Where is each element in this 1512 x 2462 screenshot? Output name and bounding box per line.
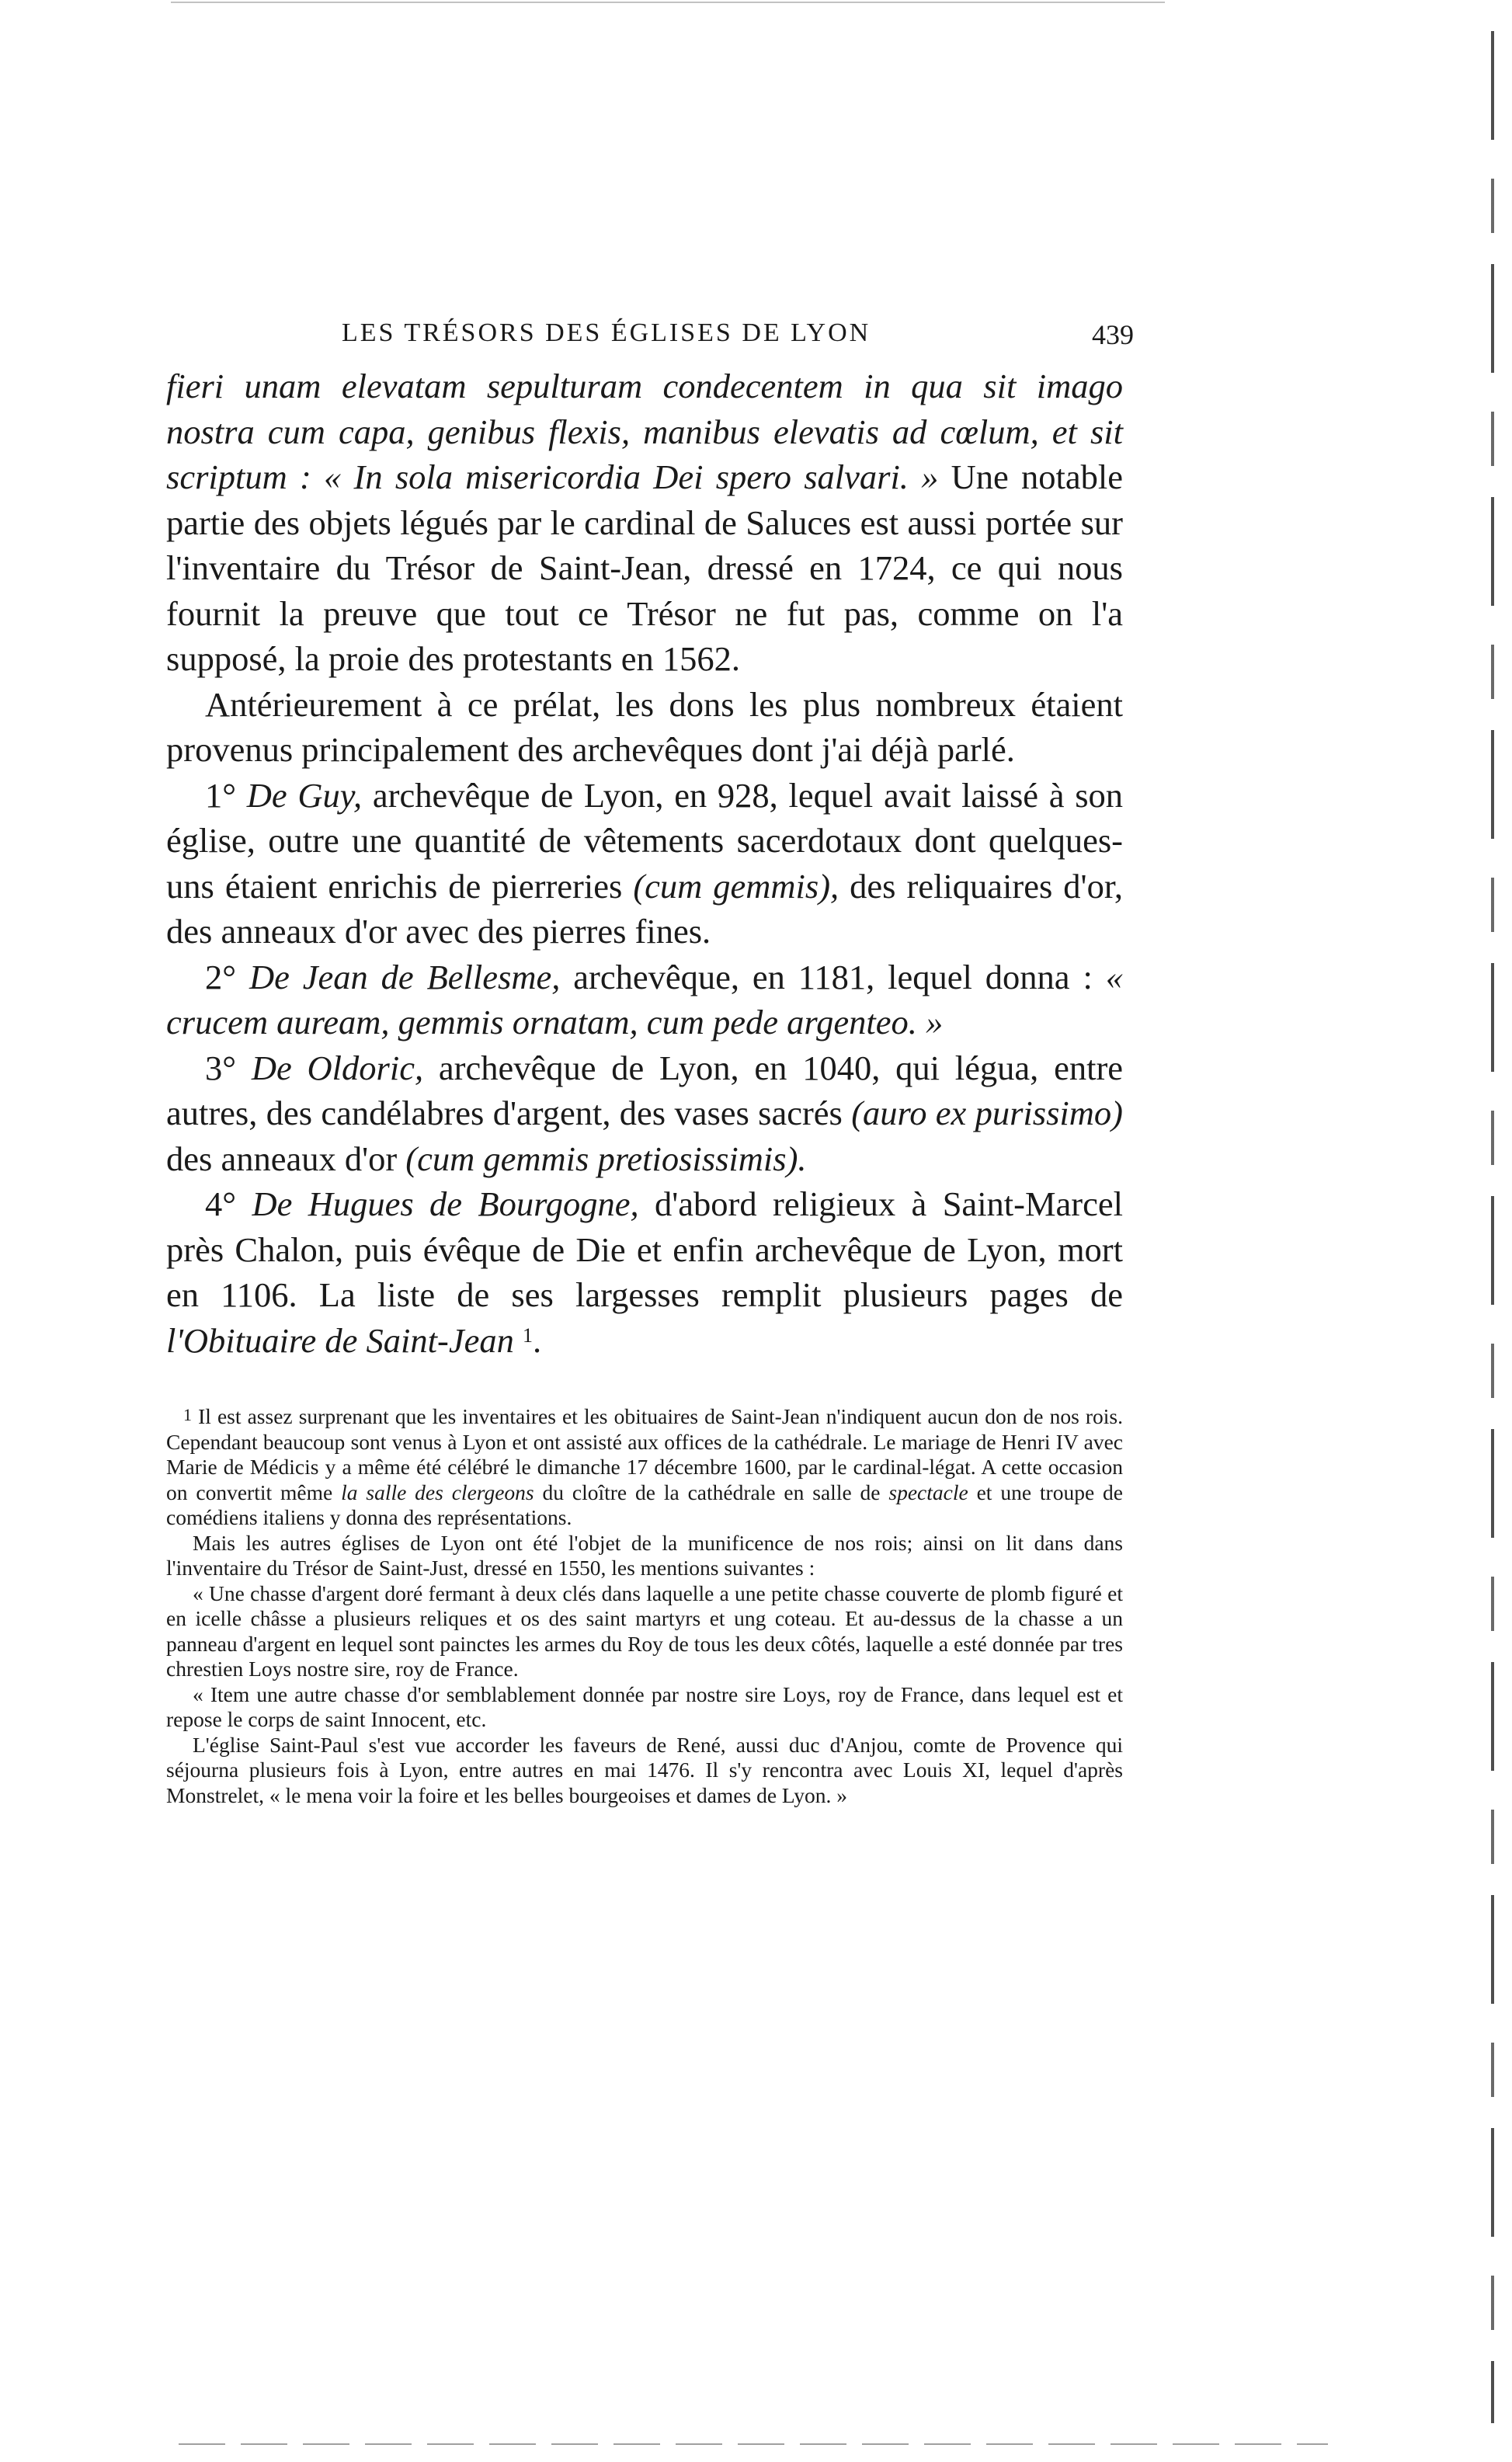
latin-quote: « crucem auream, gemmis ornatam, cum pede argenteo. » (166, 957, 1123, 1041)
paragraph-2 (166, 682, 1123, 773)
footnote-reference[interactable]: 1 (522, 1323, 533, 1347)
archbishop-name: De Oldoric, (251, 1048, 424, 1087)
footnotes (166, 1404, 1123, 1808)
item-number: 4° (205, 1184, 237, 1223)
running-header (342, 318, 1134, 357)
paragraph-3-text-end: des reliquaires d'or, des anneaux d'or avec des pierres fines. (166, 866, 1123, 951)
footnote-1-text-mid: du cloître de la cathédrale en salle de (534, 1480, 889, 1504)
paragraph-2-text: Antérieurement à ce prélat, les dons les plus nombreux étaient provenus principalement des archevêques dont j'ai déjà parlé. (166, 684, 1123, 769)
archbishop-name: De Hugues de Bourgogne, (252, 1184, 639, 1223)
paragraph-1 (166, 363, 1123, 682)
footnote-mark: 1 (183, 1405, 192, 1424)
footnote-paragraph-3: « Une chasse d'argent doré fermant à deux clés dans laquelle a une petite chasse couverte de plomb figuré et en icelle châsse a plusieurs reliques et os des saint martyrs et ung coteau. Et au-dessus de la chasse a un panneau d'argent en lequel sont painctes les armes du Roy de tous les deux côtés, laquelle a esté donnée par tres chrestien Loys nostre sire, roy de France. (166, 1580, 1123, 1681)
scan-edge-top (171, 2, 1165, 3)
scan-edge-bottom (179, 2443, 1328, 2445)
footnote-paragraph-4: « Item une autre chasse d'or semblablement donnée par nostre sire Loys, roy de France, dans lequel est et repose le corps de saint Innocent, etc. (166, 1681, 1123, 1731)
paragraph-6-text: d'abord religieux à Saint-Marcel près Chalon, puis évêque de Die et enfin archevêque de Lyon, mort en 1106. La liste de ses largesses remplit plusieurs pages de (166, 1184, 1123, 1314)
paragraph-3 (166, 773, 1123, 955)
scan-edge-right (1491, 31, 1494, 2423)
paragraph-1-text: Une notable partie des objets légués par le cardinal de Saluces est aussi portée sur l'inventaire du Trésor de Saint-Jean, dressé en 1724, ce qui nous fournit la preuve que tout ce Trésor ne fut pas, comme on l'a supposé, la proie des protestants en 1562. (166, 457, 1124, 678)
footnote-1-text-end: et une troupe de comédiens italiens y donna des représentations. (166, 1480, 1123, 1529)
footnote-1 (166, 1404, 1123, 1531)
running-title: LES TRÉSORS DES ÉGLISES DE LYON (342, 318, 871, 347)
footnote-italic: la salle des clergeons (341, 1480, 534, 1504)
paragraph-5-text: archevêque de Lyon, en 1040, qui légua, entre autres, des candélabres d'argent, des vases sacrés (166, 1048, 1124, 1132)
latin-phrase: (auro ex purissimo) (851, 1094, 1124, 1132)
book-title: l'Obituaire de Saint-Jean (166, 1320, 514, 1360)
footnote-paragraph-5: L'église Saint-Paul s'est vue accorder les faveurs de René, aussi duc d'Anjou, comte de Provence qui séjourna plusieurs fois à Lyon, entre autres en mai 1476. Il s'y rencontra avec Louis XI, lequel d'après Monstrelet, « le mena voir la foire et les belles bourgeoises et dames de Lyon. » (166, 1732, 1123, 1807)
paragraph-6-text-end: . (532, 1320, 542, 1360)
footnote-italic: spectacle (888, 1480, 968, 1504)
paragraph-4 (166, 955, 1123, 1045)
footnote-1-text: Il est assez surprenant que les inventaires et les obituaires de Saint-Jean n'indiquent aucun don de nos rois. Cependant beaucoup sont venus à Lyon et ont assisté aux offices de la cathédrale. Le mariage de Henri IV avec Marie de Médicis y a même été célébré le dimanche 17 décembre 1600, par le cardinal-légat. A cette occasion on convertit même (166, 1404, 1123, 1504)
latin-quote: fieri unam elevatam sepulturam condecentem in qua sit imago nostra cum capa, genibus flexis, manibus elevatis ad cœlum, et sit scriptum : « In sola misericordia Dei spero salvari. » (166, 367, 1123, 496)
paragraph-3-text: archevêque de Lyon, en 928, lequel avait laissé à son église, outre une quantité de vêtements sacerdotaux dont quelques-uns étaient enrichis de pierreries (166, 775, 1124, 906)
item-number: 2° (205, 957, 237, 996)
footnote-paragraph-2: Mais les autres églises de Lyon ont été l'objet de la munificence de nos rois; ainsi on lit dans dans l'inventaire du Trésor de Saint-Just, dressé en 1550, les mentions suivantes : (166, 1530, 1123, 1580)
paragraph-5-text-mid: des anneaux d'or (166, 1139, 406, 1178)
latin-phrase: (cum gemmis pretiosissimis). (405, 1139, 807, 1178)
main-text (166, 363, 1123, 1363)
paragraph-5 (166, 1045, 1123, 1182)
paragraph-6 (166, 1181, 1123, 1363)
latin-phrase: (cum gemmis), (633, 866, 839, 906)
item-number: 3° (205, 1048, 237, 1087)
archbishop-name: De Jean de Bellesme, (249, 957, 561, 996)
archbishop-name: De Guy, (246, 775, 363, 815)
page-number: 439 (1092, 319, 1134, 350)
item-number: 1° (205, 775, 237, 815)
paragraph-4-text: archevêque, en 1181, lequel donna : (560, 957, 1106, 996)
